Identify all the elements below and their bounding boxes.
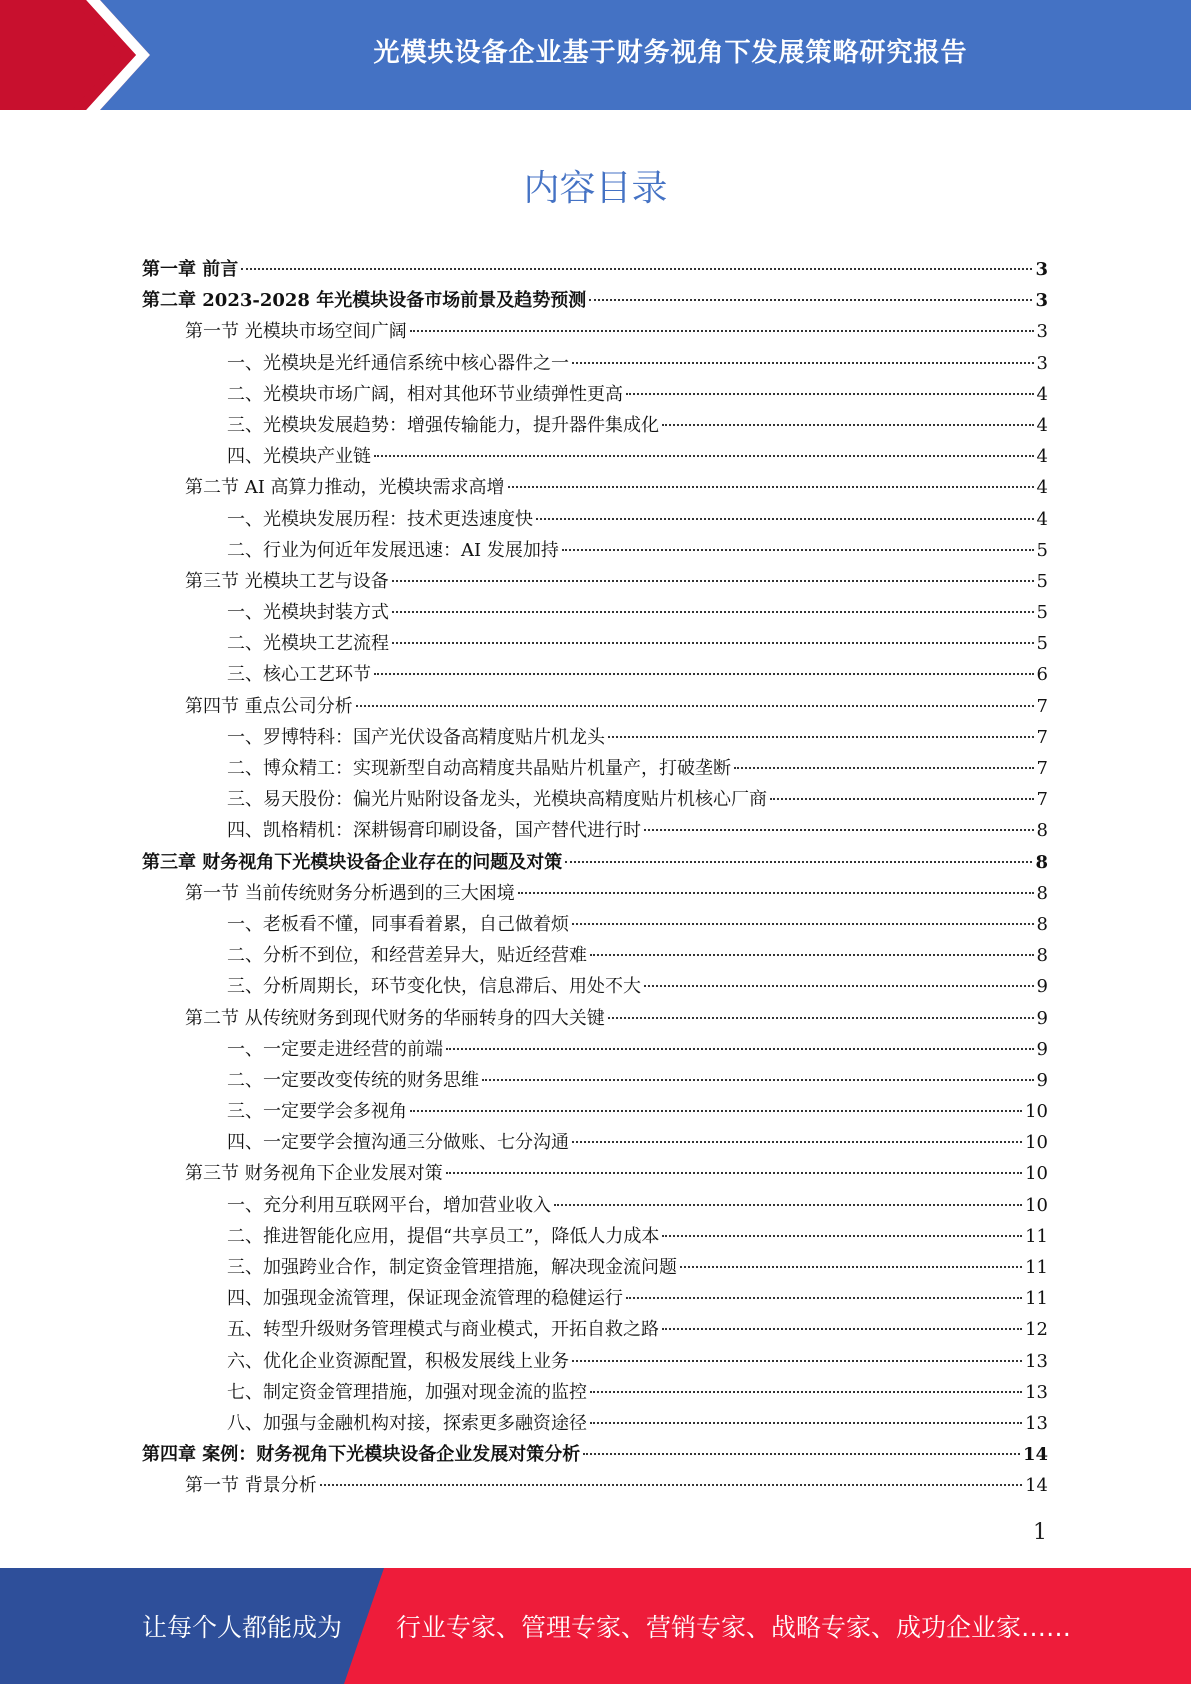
toc-entry-page: 11 xyxy=(1025,1288,1048,1310)
toc-entry-label: 三、加强跨业合作，制定资金管理措施，解决现金流问题 xyxy=(227,1257,677,1278)
toc-entry-page: 12 xyxy=(1025,1319,1048,1341)
toc-entry-label: 四、加强现金流管理，保证现金流管理的稳健运行 xyxy=(227,1288,623,1310)
toc-entry-label: 第三节 财务视角下企业发展对策 xyxy=(185,1163,443,1185)
toc-entry-label: 三、一定要学会多视角 xyxy=(227,1101,407,1123)
toc-entry[interactable] xyxy=(142,691,1048,722)
toc-dot-leader xyxy=(508,486,1034,488)
report-title: 光模块设备企业基于财务视角下发展策略研究报告 xyxy=(373,37,968,68)
toc-entry[interactable] xyxy=(142,1096,1048,1127)
toc-entry-page: 8 xyxy=(1035,851,1048,873)
toc-entry-page: 13 xyxy=(1025,1381,1048,1403)
toc-entry-label: 三、核心工艺环节 xyxy=(227,664,371,686)
toc-dot-leader xyxy=(583,1453,1020,1455)
toc-entry-page: 7 xyxy=(1036,726,1048,748)
toc-heading: 内容目录 xyxy=(523,168,668,209)
toc-entry-page: 7 xyxy=(1036,789,1048,811)
toc-entry-label: 四、一定要学会擅沟通三分做账、七分沟通 xyxy=(227,1132,569,1154)
toc-entry[interactable] xyxy=(142,1127,1048,1158)
toc-dot-leader xyxy=(644,985,1034,987)
toc-entry-page: 4 xyxy=(1036,477,1048,499)
toc-entry-page: 7 xyxy=(1036,695,1048,717)
toc-entry[interactable] xyxy=(142,535,1048,566)
toc-entry-label: 一、充分利用互联网平台，增加营业收入 xyxy=(227,1194,551,1216)
toc-entry[interactable] xyxy=(142,1158,1048,1189)
toc-entry-page: 9 xyxy=(1036,1069,1048,1091)
toc-entry-page: 13 xyxy=(1025,1350,1048,1372)
toc-dot-leader xyxy=(374,455,1034,457)
toc-entry-page: 9 xyxy=(1036,1038,1048,1060)
toc-entry[interactable] xyxy=(142,847,1048,878)
toc-dot-leader xyxy=(680,1266,1022,1268)
toc-entry-label: 第二节 从传统财务到现代财务的华丽转身的四大关键 xyxy=(185,1007,605,1029)
toc-entry[interactable] xyxy=(142,1377,1048,1408)
toc-entry-label: 八、加强与金融机构对接，探索更多融资途径 xyxy=(227,1412,587,1434)
toc-entry-label: 三、易天股份：偏光片贴附设备龙头，光模块高精度贴片机核心厂商 xyxy=(227,789,767,811)
toc-entry[interactable] xyxy=(142,784,1048,815)
toc-entry-page: 4 xyxy=(1036,383,1048,405)
toc-entry-label: 三、光模块发展趋势：增强传输能力，提升器件集成化 xyxy=(227,414,659,436)
toc-entry-page: 7 xyxy=(1036,758,1048,779)
toc-entry-label: 四、光模块产业链 xyxy=(227,446,371,468)
toc-dot-leader xyxy=(626,1297,1022,1299)
toc-entry[interactable] xyxy=(142,1314,1048,1345)
toc-dot-leader xyxy=(662,424,1034,426)
toc-dot-leader xyxy=(662,1328,1022,1330)
toc-entry-page: 10 xyxy=(1025,1194,1048,1216)
toc-entry-page: 8 xyxy=(1036,820,1048,842)
toc-entry-page: 8 xyxy=(1036,882,1048,904)
toc-dot-leader xyxy=(572,923,1034,925)
toc-entry-label: 七、制定资金管理措施，加强对现金流的监控 xyxy=(227,1381,587,1403)
toc-dot-leader xyxy=(392,580,1034,582)
toc-dot-leader xyxy=(626,393,1034,395)
toc-entry-page: 14 xyxy=(1025,1475,1048,1497)
toc-entry[interactable] xyxy=(142,410,1048,441)
toc-dot-leader xyxy=(241,268,1032,270)
toc-entry[interactable] xyxy=(142,566,1048,597)
toc-entry-page: 5 xyxy=(1036,633,1048,655)
toc-entry[interactable] xyxy=(142,597,1048,628)
toc-entry-label: 一、罗博特科：国产光伏设备高精度贴片机龙头 xyxy=(227,726,605,748)
toc-entry-label: 第一章 前言 xyxy=(142,259,239,280)
toc-dot-leader xyxy=(392,642,1034,644)
toc-entry-label: 二、行业为何近年发展迅速：AI 发展加持 xyxy=(227,539,559,561)
toc-entry-label: 一、光模块封装方式 xyxy=(227,602,389,624)
toc-dot-leader xyxy=(590,954,1034,956)
toc-entry[interactable] xyxy=(142,1346,1048,1377)
toc-entry[interactable] xyxy=(142,285,1048,316)
toc-dot-leader xyxy=(482,1079,1034,1081)
toc-entry-page: 8 xyxy=(1036,913,1048,935)
toc-dot-leader xyxy=(565,861,1032,863)
toc-entry[interactable] xyxy=(142,316,1048,347)
toc-entry-label: 第一节 光模块市场空间广阔 xyxy=(185,321,407,343)
toc-dot-leader xyxy=(410,1110,1022,1112)
toc-entry-label: 第四章 案例：财务视角下光模块设备企业发展对策分析 xyxy=(142,1444,581,1466)
toc-entry-page: 5 xyxy=(1036,570,1048,592)
toc-dot-leader xyxy=(536,518,1034,520)
toc-entry-page: 10 xyxy=(1025,1163,1048,1185)
footer-slogan-right: 行业专家、管理专家、营销专家、战略专家、成功企业家…… xyxy=(396,1613,1072,1642)
toc-entry-label: 四、凯格精机：深耕锡膏印刷设备，国产替代进行时 xyxy=(227,820,641,842)
toc-entry-label: 五、转型升级财务管理模式与商业模式，开拓自救之路 xyxy=(227,1319,659,1341)
toc-entry-page: 9 xyxy=(1036,976,1048,998)
toc-entry-page: 5 xyxy=(1036,539,1048,561)
toc-dot-leader xyxy=(446,1172,1022,1174)
toc-entry-page: 3 xyxy=(1036,321,1048,343)
toc-entry[interactable] xyxy=(142,472,1048,503)
toc-entry-page: 5 xyxy=(1036,602,1048,624)
toc-entry-label: 二、光模块工艺流程 xyxy=(227,633,389,655)
toc-entry-page: 13 xyxy=(1025,1412,1048,1434)
toc-dot-leader xyxy=(572,1141,1022,1143)
toc-entry-page: 3 xyxy=(1035,259,1048,280)
toc-dot-leader xyxy=(320,1484,1022,1486)
toc-entry[interactable] xyxy=(142,722,1048,753)
toc-dot-leader xyxy=(608,1017,1034,1019)
toc-entry[interactable] xyxy=(142,878,1048,909)
toc-entry-label: 一、光模块是光纤通信系统中核心器件之一 xyxy=(227,352,569,374)
toc-dot-leader xyxy=(590,1391,1022,1393)
toc-entry-page: 4 xyxy=(1036,446,1048,468)
toc-dot-leader xyxy=(518,892,1034,894)
toc-entry[interactable] xyxy=(142,504,1048,535)
table-of-contents xyxy=(142,254,1048,1502)
toc-entry-page: 14 xyxy=(1022,1444,1048,1466)
toc-entry-label: 第二章 2023-2028 年光模块设备市场前景及趋势预测 xyxy=(142,290,587,312)
toc-entry-label: 一、光模块发展历程：技术更迭速度快 xyxy=(227,508,533,530)
toc-entry-label: 二、一定要改变传统的财务思维 xyxy=(227,1069,479,1091)
toc-dot-leader xyxy=(590,1422,1022,1424)
toc-dot-leader xyxy=(770,798,1034,800)
toc-entry[interactable] xyxy=(142,379,1048,410)
toc-entry[interactable] xyxy=(142,254,1048,285)
toc-dot-leader xyxy=(410,330,1034,332)
toc-entry[interactable] xyxy=(142,753,1048,784)
toc-entry-page: 8 xyxy=(1036,945,1048,967)
toc-entry-page: 10 xyxy=(1025,1101,1048,1123)
toc-entry[interactable] xyxy=(142,628,1048,659)
toc-entry[interactable] xyxy=(142,1190,1048,1221)
toc-entry-page: 9 xyxy=(1036,1007,1048,1029)
toc-entry-label: 第三节 光模块工艺与设备 xyxy=(185,570,389,592)
toc-entry-page: 3 xyxy=(1035,290,1048,312)
toc-entry-label: 第一节 背景分析 xyxy=(185,1475,317,1497)
toc-dot-leader xyxy=(572,1360,1022,1362)
toc-dot-leader xyxy=(662,1235,1022,1237)
toc-entry[interactable] xyxy=(142,1470,1048,1501)
toc-entry-label: 一、一定要走进经营的前端 xyxy=(227,1038,443,1060)
toc-dot-leader xyxy=(572,362,1034,364)
toc-entry[interactable] xyxy=(142,1252,1048,1283)
toc-entry[interactable] xyxy=(142,1221,1048,1252)
toc-entry-page: 11 xyxy=(1025,1225,1048,1247)
toc-dot-leader xyxy=(356,705,1034,707)
toc-entry-label: 三、分析周期长，环节变化快，信息滞后、用处不大 xyxy=(227,976,641,998)
chevron-arrow-icon xyxy=(0,0,160,110)
toc-entry-label: 第二节 AI 高算力推动，光模块需求高增 xyxy=(185,477,505,499)
toc-entry-page: 6 xyxy=(1036,664,1048,686)
toc-entry-label: 六、优化企业资源配置，积极发展线上业务 xyxy=(227,1350,569,1372)
toc-entry[interactable] xyxy=(142,1065,1048,1096)
toc-entry-label: 二、博众精工：实现新型自动高精度共晶贴片机量产，打破垄断 xyxy=(227,758,731,779)
toc-entry-page: 4 xyxy=(1036,508,1048,530)
toc-entry-label: 第一节 当前传统财务分析遇到的三大困境 xyxy=(185,882,515,904)
toc-dot-leader xyxy=(446,1048,1034,1050)
toc-entry-page: 3 xyxy=(1036,352,1048,374)
toc-entry-label: 一、老板看不懂，同事看着累，自己做着烦 xyxy=(227,913,569,935)
toc-entry[interactable] xyxy=(142,815,1048,846)
footer-slogan-left: 让每个人都能成为 xyxy=(142,1613,343,1642)
toc-dot-leader xyxy=(374,673,1034,675)
toc-dot-leader xyxy=(554,1204,1022,1206)
toc-entry-label: 第四节 重点公司分析 xyxy=(185,695,353,717)
toc-entry-label: 二、光模块市场广阔，相对其他环节业绩弹性更高 xyxy=(227,383,623,405)
toc-entry-label: 第三章 财务视角下光模块设备企业存在的问题及对策 xyxy=(142,851,563,873)
toc-dot-leader xyxy=(608,736,1034,738)
toc-dot-leader xyxy=(392,611,1034,613)
toc-entry-page: 11 xyxy=(1025,1257,1048,1278)
toc-entry[interactable] xyxy=(142,940,1048,971)
toc-entry[interactable] xyxy=(142,441,1048,472)
header-banner xyxy=(0,0,1191,110)
page-number: 1 xyxy=(1033,1520,1047,1545)
toc-entry-page: 4 xyxy=(1036,414,1048,436)
toc-entry[interactable] xyxy=(142,1034,1048,1065)
toc-dot-leader xyxy=(562,549,1034,551)
toc-entry[interactable] xyxy=(142,1283,1048,1314)
toc-entry[interactable] xyxy=(142,1408,1048,1439)
footer-banner xyxy=(0,1568,1191,1684)
toc-entry[interactable] xyxy=(142,1003,1048,1034)
toc-dot-leader xyxy=(734,767,1034,769)
toc-entry[interactable] xyxy=(142,971,1048,1002)
toc-entry[interactable] xyxy=(142,348,1048,379)
toc-entry-label: 二、推进智能化应用，提倡“共享员工”，降低人力成本 xyxy=(227,1225,660,1247)
toc-entry[interactable] xyxy=(142,659,1048,690)
toc-entry[interactable] xyxy=(142,909,1048,940)
toc-dot-leader xyxy=(644,829,1034,831)
toc-dot-leader xyxy=(589,299,1032,301)
toc-entry-page: 10 xyxy=(1025,1132,1048,1154)
toc-entry-label: 二、分析不到位，和经营差异大，贴近经营难 xyxy=(227,945,587,967)
toc-entry[interactable] xyxy=(142,1439,1048,1470)
